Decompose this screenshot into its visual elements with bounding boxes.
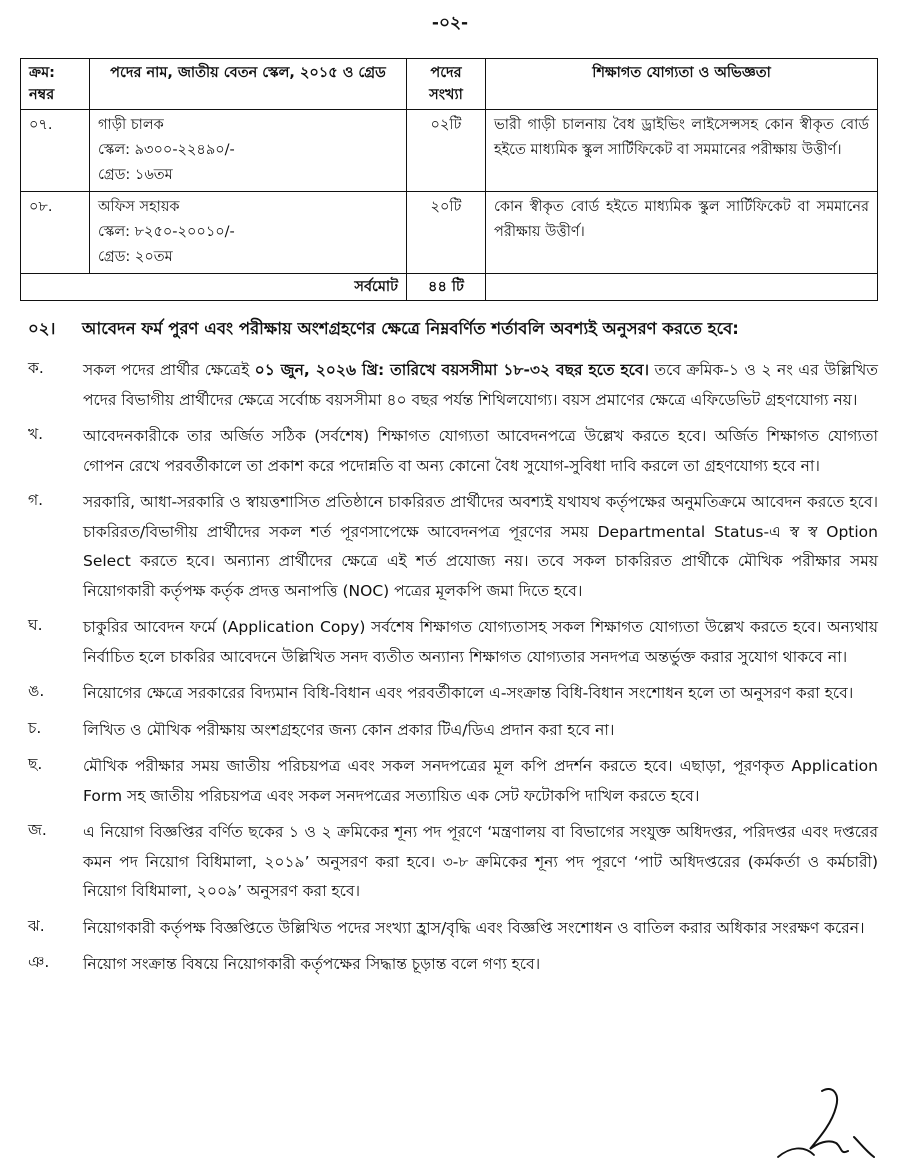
- item-marker: গ.: [28, 491, 44, 509]
- post-scale: স্কেল: ৯৩০০-২২৪৯০/-: [98, 142, 235, 158]
- list-item: [28, 613, 878, 672]
- table-row: [21, 110, 878, 192]
- header-serial: ক্রম: নম্বর: [21, 59, 90, 110]
- row-serial: ০৭.: [21, 110, 90, 192]
- list-item: [28, 914, 878, 944]
- row-qualification: ভারী গাড়ী চালনায় বৈধ ড্রাইভিং লাইসেন্সসহ কোন স্বীকৃত বোর্ড হইতে মাধ্যমিক স্কুল সার্টিফিকেট বা সমমানের পরীক্ষায় উত্তীর্ণ।: [486, 110, 878, 192]
- list-item: [28, 950, 878, 980]
- post-grade: গ্রেড: ২০তম: [98, 249, 173, 265]
- section-title: আবেদন ফর্ম পুরণ এবং পরীক্ষায় অংশগ্রহণের ক্ষেত্রে নিম্নবর্ণিত শর্তাবলি অবশ্যই অনুসরণ করতে হবে:: [82, 319, 739, 338]
- list-item: [28, 716, 878, 746]
- item-marker: ক.: [28, 359, 44, 377]
- row-post-info: [90, 110, 407, 192]
- item-marker: ঙ.: [28, 682, 45, 700]
- list-item: [28, 488, 878, 606]
- page-number: -০২-: [431, 13, 469, 33]
- post-name: অফিস সহায়ক: [98, 199, 180, 215]
- section-number: ০২।: [28, 319, 56, 338]
- section-heading: [28, 316, 878, 343]
- item-marker: ঞ.: [28, 953, 50, 971]
- item-text: নিয়োগের ক্ষেত্রে সরকারের বিদ্যমান বিধি-বিধান এবং পরবর্তীকালে এ-সংক্রান্ত বিধি-বিধান সংশোধন হলে তা অনুসরণ করা হবে।: [83, 684, 854, 702]
- item-text: সরকারি, আধা-সরকারি ও স্বায়ত্তশাসিত প্রতিষ্ঠানে চাকরিরত প্রার্থীদের অবশ্যই যথাযথ কর্তৃপক্ষের অনুমতিক্রমে আবেদন করতে হবে। চাকরিরত/বিভাগীয় প্রার্থীদের সকল শর্ত পূরণসাপেক্ষে আবেদনপত্র পূরণের সময় Departmental Status-এ স্ব স্ব Option Select করতে হবে। অন্যান্য প্রার্থীদের ক্ষেত্রে এই শর্ত প্রযোজ্য নয়। তবে সকল চাকরিরত প্রার্থীকে মৌখিক পরীক্ষার সময় নিয়োগকারী কর্তৃপক্ষ কর্তৃক প্রদত্ত অনাপত্তি (NOC) পত্রের মূলকপি জমা দিতে হবে।: [83, 493, 878, 600]
- item-marker: খ.: [28, 425, 44, 443]
- row-qualification: কোন স্বীকৃত বোর্ড হইতে মাধ্যমিক স্কুল সার্টিফিকেট বা সমমানের পরীক্ষায় উত্তীর্ণ।: [486, 192, 878, 274]
- item-text: নিয়োগকারী কর্তৃপক্ষ বিজ্ঞপ্তিতে উল্লিখিত পদের সংখ্যা হ্রাস/বৃদ্ধি এবং বিজ্ঞপ্তি সংশোধন ও বাতিল করার অধিকার সংরক্ষণ করেন।: [83, 918, 865, 937]
- item-text-pre: সকল পদের প্রার্থীর ক্ষেত্রেই: [83, 361, 255, 379]
- item-text: লিখিত ও মৌখিক পরীক্ষায় অংশগ্রহণের জন্য কোন প্রকার টিএ/ডিএ প্রদান করা হবে না।: [83, 720, 615, 739]
- item-marker: ঝ.: [28, 916, 45, 935]
- item-text: এ নিয়োগ বিজ্ঞপ্তির বর্ণিত ছকের ১ ও ২ ক্রমিকের শূন্য পদ পূরণে ‘মন্ত্রণালয় বা বিভাগের সংযুক্ত অধিদপ্তর, পরিদপ্তর এবং দপ্তরের কমন পদ নিয়োগ বিধিমালা, ২০১৯’ অনুসরণ করা হবে। ৩-৮ ক্রমিকের শূন্য পদ পূরণে ‘পাট অধিদপ্তরের (কর্মকর্তা ও কর্মচারী) নিয়োগ বিধিমালা, ২০০৯’ অনুসরণ করা হবে।: [83, 823, 878, 900]
- header-qualification: শিক্ষাগত যোগ্যতা ও অভিজ্ঞতা: [486, 59, 878, 110]
- header-post-count: পদের সংখ্যা: [407, 59, 486, 110]
- table-total-row: [21, 274, 878, 301]
- item-text: [83, 356, 878, 415]
- post-name: গাড়ী চালক: [98, 117, 164, 133]
- row-post-count: ০২টি: [407, 110, 486, 192]
- item-text-bold: ০১ জুন, ২০২৬ খ্রি: তারিখে বয়সসীমা ১৮-৩২ বছর হতে হবে।: [254, 361, 650, 379]
- post-scale: স্কেল: ৮২৫০-২০০১০/-: [98, 224, 235, 240]
- total-label: সর্বমোট: [21, 274, 407, 301]
- item-marker: ছ.: [28, 755, 43, 773]
- total-empty-cell: [486, 274, 878, 301]
- row-post-count: ২০টি: [407, 192, 486, 274]
- row-serial: ০৮.: [21, 192, 90, 274]
- handwritten-signature: [770, 1085, 880, 1159]
- list-item: [28, 679, 878, 709]
- table-row: [21, 192, 878, 274]
- item-text: নিয়োগ সংক্রান্ত বিষয়ে নিয়োগকারী কর্তৃপক্ষের সিদ্ধান্ত চূড়ান্ত বলে গণ্য হবে।: [83, 955, 541, 973]
- item-marker: চ.: [28, 718, 42, 737]
- header-post-name: পদের নাম, জাতীয় বেতন স্কেল, ২০১৫ ও গ্রেড: [90, 59, 407, 110]
- item-text: চাকুরির আবেদন ফর্মে (Application Copy) সর্বশেষ শিক্ষাগত যোগ্যতাসহ সকল শিক্ষাগত যোগ্যতা উল্লেখ করতে হবে। অন্যথায় নির্বাচিত হলে চাকরির আবেদনে উল্লিখিত সনদ ব্যতীত অন্যান্য শিক্ষাগত যোগ্যতার সনদপত্র অন্তর্ভুক্ত করার সুযোগ থাকবে না।: [83, 618, 878, 666]
- total-value: ৪৪ টি: [407, 274, 486, 301]
- item-text: মৌখিক পরীক্ষার সময় জাতীয় পরিচয়পত্র এবং সকল সনদপত্রের মূল কপি প্রদর্শন করতে হবে। এছাড়া, পূরণকৃত Application Form সহ জাতীয় পরিচয়পত্র এবং সকল সনদপত্রের সত্যায়িত এক সেট ফটোকপি দাখিল করতে হবে।: [83, 757, 878, 805]
- post-grade: গ্রেড: ১৬তম: [98, 167, 173, 183]
- item-text-post: তবে ক্রমিক-১ ও ২ নং এর উল্লিখিত পদের বিভাগীয় প্রার্থীদের ক্ষেত্রে সর্বোচ্চ বয়সসীমা ৪০ বছর পর্যন্ত শিথিলযোগ্য। বয়স প্রমাণের ক্ষেত্রে এফিডেভিট গ্রহণযোগ্য নয়।: [83, 361, 878, 409]
- list-item: [28, 356, 878, 415]
- item-text: আবেদনকারীকে তার অর্জিত সঠিক (সর্বশেষ) শিক্ষাগত যোগ্যতা আবেদনপত্রে উল্লেখ করতে হবে। অর্জিত শিক্ষাগত যোগ্যতা গোপন রেখে পরবর্তীকালে তা প্রকাশ করে পদোন্নতি বা অন্য কোনো বৈধ সুযোগ-সুবিধা দাবি করলে তা গ্রহণযোগ্য হবে না।: [83, 427, 878, 475]
- conditions-list: [28, 356, 878, 987]
- list-item: [28, 752, 878, 811]
- table-header-row: [21, 59, 878, 110]
- list-item: [28, 818, 878, 907]
- item-marker: ঘ.: [28, 616, 43, 634]
- item-marker: জ.: [28, 821, 47, 839]
- posts-table: [20, 58, 878, 301]
- list-item: [28, 422, 878, 481]
- row-post-info: [90, 192, 407, 274]
